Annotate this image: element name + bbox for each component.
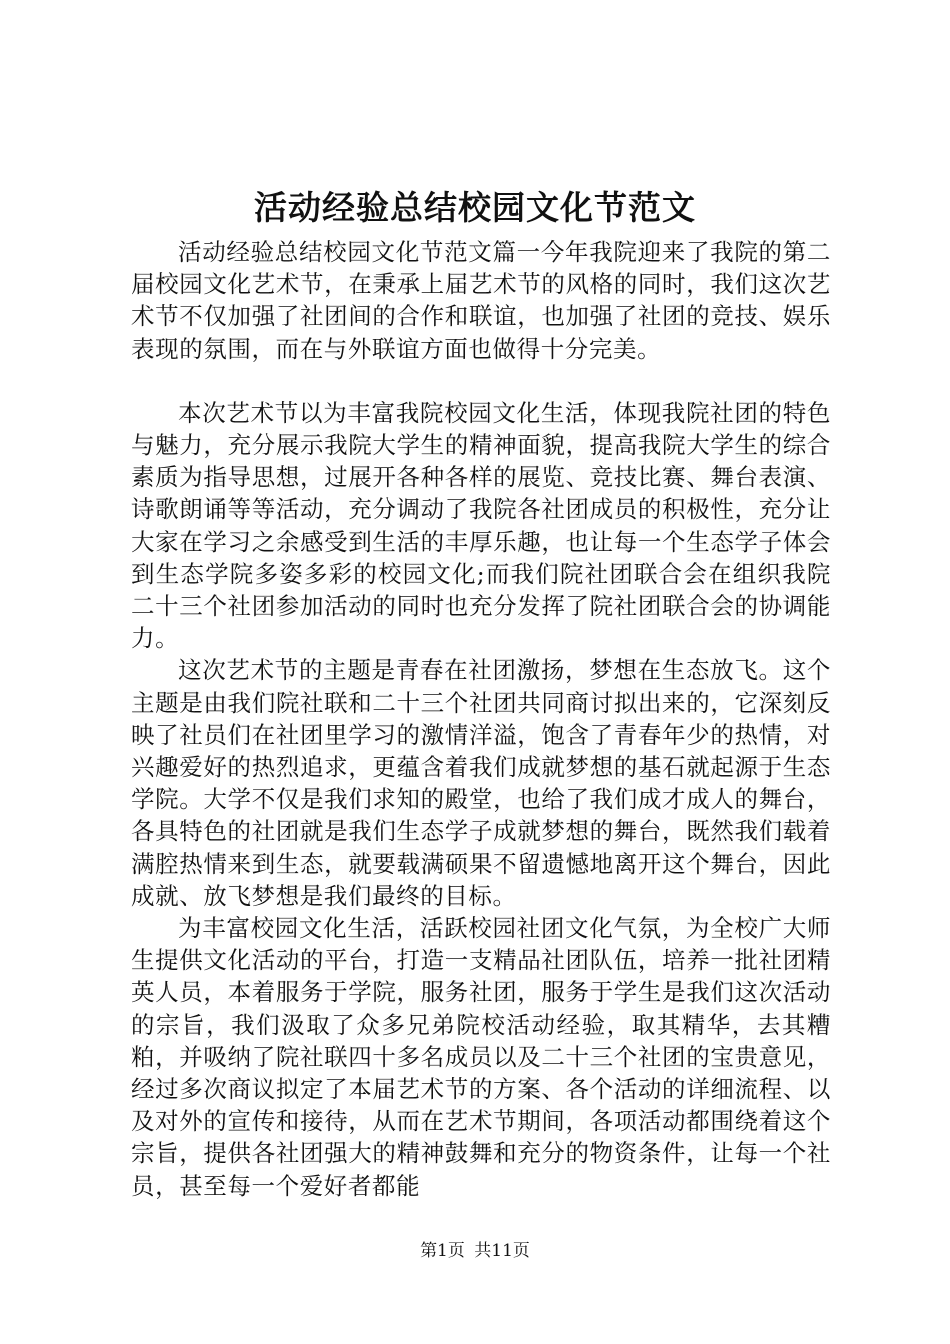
document-body — [131, 236, 831, 1202]
paragraph-1: 活动经验总结校园文化节范文篇一今年我院迎来了我院的第二届校园文化艺术节，在秉承上届艺术节的风格的同时，我们这次艺术节不仅加强了社团间的合作和联谊，也加强了社团的竞技、娱乐表现的氛围，而在与外联谊方面也做得十分完美。 — [131, 238, 831, 363]
paragraph-2: 本次艺术节以为丰富我院校园文化生活，体现我院社团的特色与魅力，充分展示我院大学生的精神面貌，提高我院大学生的综合素质为指导思想，过展开各种各样的展览、竞技比赛、舞台表演、诗歌朗诵等等活动，充分调动了我院各社团成员的积极性，充分让大家在学习之余感受到生活的丰厚乐趣，也让每一个生态学子体会到生态学院多姿多彩的校园文化;而我们院社团联合会在组织我院二十三个社团参加活动的同时也充分发挥了院社团联合会的协调能力。 — [131, 398, 831, 653]
page-total: 共11页 — [474, 1241, 530, 1261]
paragraph-4: 为丰富校园文化生活，活跃校园社团文化气氛，为全校广大师生提供文化活动的平台，打造一支精品社团队伍，培养一批社团精英人员，本着服务于学院，服务社团，服务于学生是我们这次活动的宗旨，我们汲取了众多兄弟院校活动经验，取其精华，去其糟粕，并吸纳了院社联四十多名成员以及二十三个社团的宝贵意见，经过多次商议拟定了本届艺术节的方案、各个活动的详细流程、以及对外的宣传和接待，从而在艺术节期间，各项活动都围绕着这个宗旨，提供各社团强大的精神鼓舞和充分的物资条件，让每一个社员，甚至每一个爱好者都能 — [131, 914, 831, 1200]
page-title: 活动经验总结校园文化节范文 — [254, 188, 696, 227]
paragraph-3: 这次艺术节的主题是青春在社团激扬，梦想在生态放飞。这个主题是由我们院社联和二十三个社团共同商讨拟出来的，它深刻反映了社员们在社团里学习的激情洋溢，饱含了青春年少的热情，对兴趣爱好的热烈追求，更蕴含着我们成就梦想的基石就起源于生态学院。大学不仅是我们求知的殿堂，也给了我们成才成人的舞台，各具特色的社团就是我们生态学子成就梦想的舞台，既然我们载着满腔热情来到生态，就要载满硕果不留遗憾地离开这个舞台，因此成就、放飞梦想是我们最终的目标。 — [131, 656, 831, 910]
page-footer — [0, 1239, 950, 1263]
page-number: 第1页 — [420, 1241, 465, 1261]
